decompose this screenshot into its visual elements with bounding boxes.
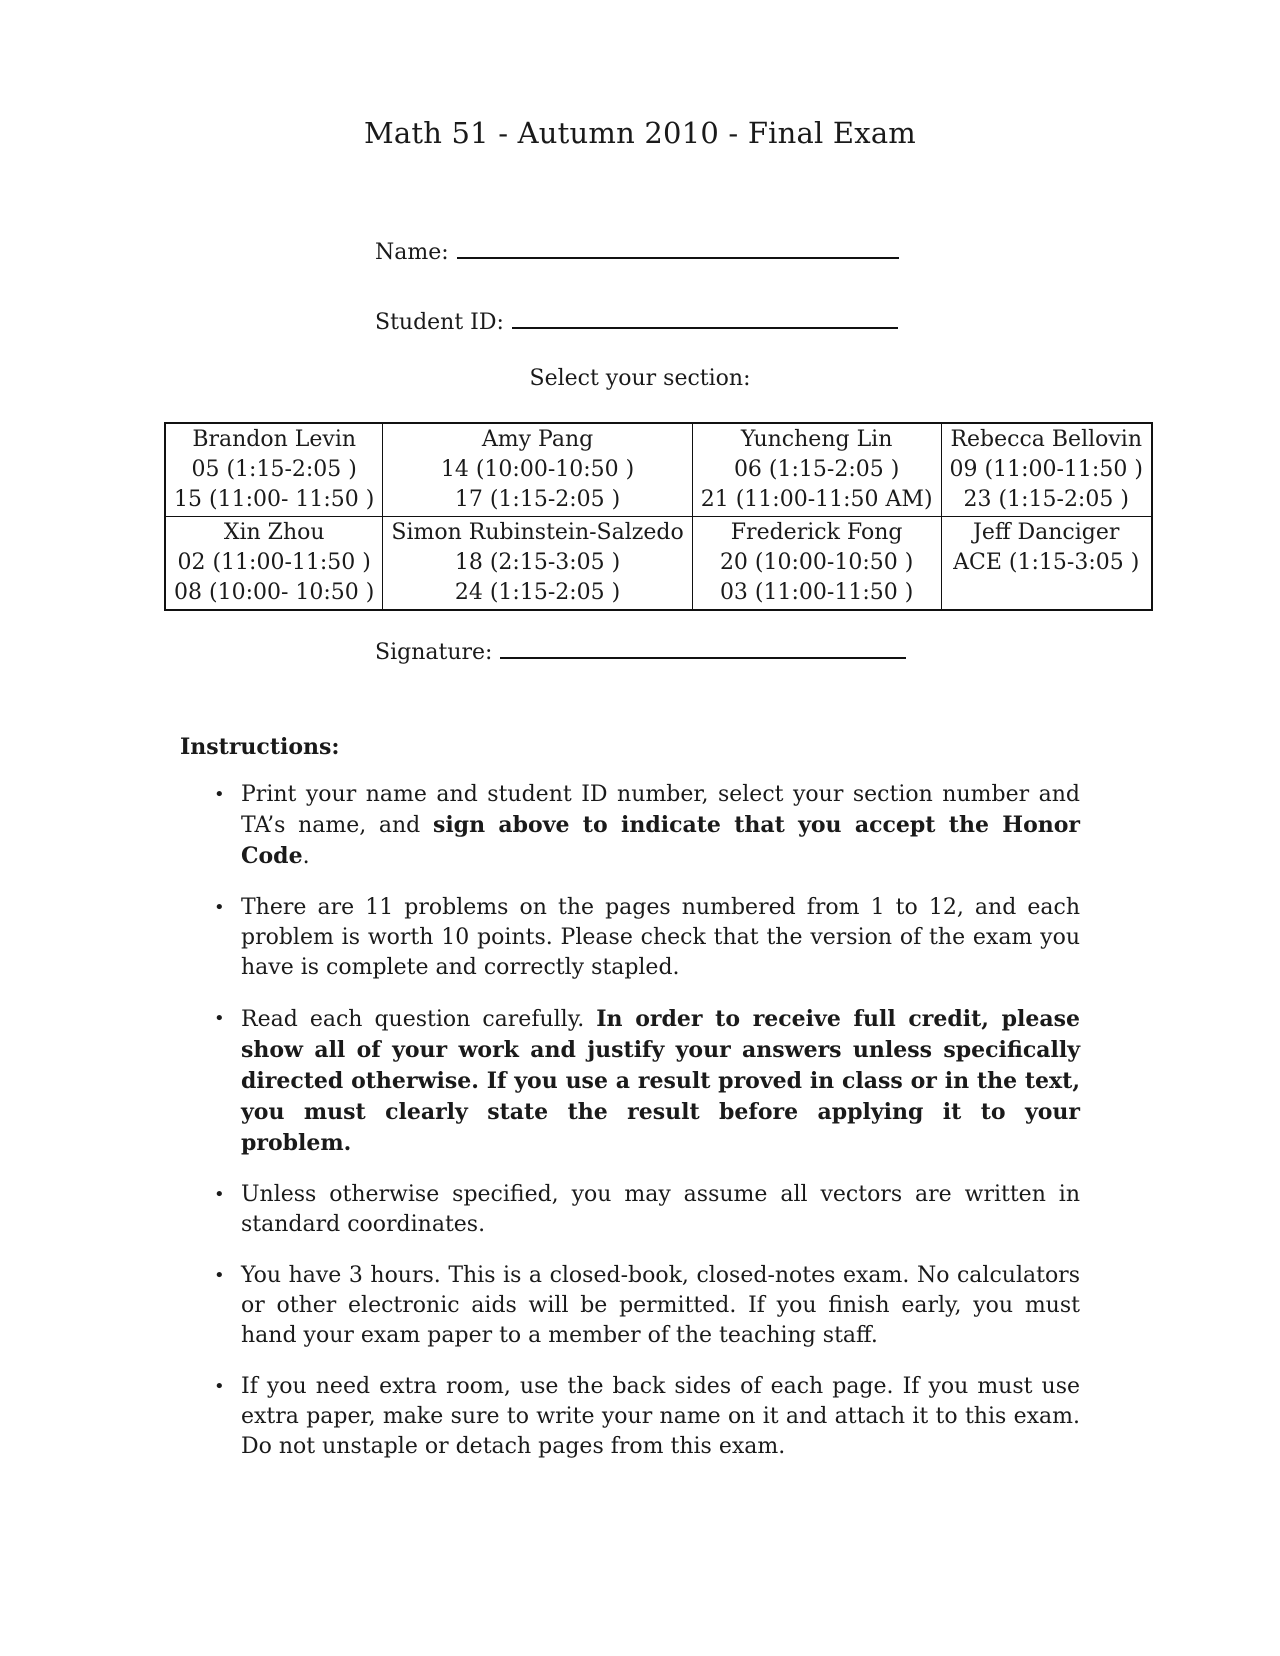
instruction-item [214, 1372, 1080, 1462]
section-time: 08 (10:00- 10:50 ) [174, 580, 375, 605]
ta-name: Frederick Fong [730, 520, 903, 545]
name-field[interactable] [375, 240, 899, 265]
section-cell-brandon-levin[interactable] [165, 423, 383, 517]
bullet-icon: • [214, 784, 225, 805]
section-cell-amy-pang[interactable] [383, 423, 692, 517]
instruction-text: Print your name and student ID number, select your section number and TA’s name, and [241, 782, 1080, 838]
ta-name: Simon Rubinstein-Salzedo [391, 520, 684, 545]
instruction-item [214, 780, 1080, 872]
section-cell-xin-zhou[interactable] [165, 517, 383, 611]
section-time: 24 (1:15-2:05 ) [454, 580, 621, 605]
section-time: 06 (1:15-2:05 ) [733, 457, 900, 482]
section-time: 20 (10:00-10:50 ) [719, 550, 914, 575]
signature-field[interactable] [375, 640, 906, 665]
section-time: 09 (11:00-11:50 ) [949, 457, 1143, 482]
ta-name: Rebecca Bellovin [950, 427, 1143, 452]
section-table [164, 422, 1153, 611]
signature-blank[interactable] [500, 657, 906, 659]
bullet-icon: • [214, 897, 225, 918]
bullet-icon: • [214, 1184, 225, 1205]
section-time: 17 (1:15-2:05 ) [454, 487, 621, 512]
instruction-item [214, 1180, 1080, 1240]
instructions-list [214, 780, 1080, 1483]
ta-name: Brandon Levin [192, 427, 357, 452]
section-time [950, 578, 1143, 608]
section-time: 15 (11:00- 11:50 ) [174, 487, 375, 512]
instruction-text: If you need extra room, use the back sides of each page. If you must use extra paper, make sure to write your name on it and attach it to this exam. Do not unstaple or detach pages from this exam. [241, 1374, 1080, 1459]
section-time: 14 (10:00-10:50 ) [440, 457, 635, 482]
instruction-text: . [302, 844, 310, 869]
ta-name: Xin Zhou [223, 520, 325, 545]
instruction-text: Unless otherwise specified, you may assume all vectors are written in standard coordinates. [241, 1182, 1080, 1237]
instruction-emphasis: In order to receive full credit, please show all of your work and justify your answers unless specifically directed otherwise. If you use a result proved in class or in the text, you must clearly state the result before applying it to your problem. [241, 1006, 1080, 1156]
ta-name: Yuncheng Lin [740, 427, 893, 452]
name-blank[interactable] [457, 257, 899, 259]
section-prompt: Select your section: [529, 366, 751, 391]
bullet-icon: • [214, 1376, 225, 1397]
instruction-item [214, 1004, 1080, 1159]
instruction-text: There are 11 problems on the pages numbered from 1 to 12, and each problem is worth 10 points. Please check that the version of the exam you have is complete and correctly stapled. [241, 895, 1080, 980]
section-row [165, 423, 1152, 517]
instruction-text: Read each question carefully. [241, 1007, 597, 1032]
section-cell-jeff-danciger[interactable] [941, 517, 1152, 611]
section-cell-simon-rubinstein-salzedo[interactable] [383, 517, 692, 611]
section-time: 18 (2:15-3:05 ) [454, 550, 621, 575]
name-label: Name: [375, 240, 449, 265]
student-id-field[interactable] [375, 310, 898, 335]
section-cell-frederick-fong[interactable] [692, 517, 941, 611]
signature-label: Signature: [375, 640, 493, 665]
bullet-icon: • [214, 1265, 225, 1286]
instructions-heading: Instructions: [180, 734, 340, 760]
student-id-blank[interactable] [512, 327, 898, 329]
section-cell-yuncheng-lin[interactable] [692, 423, 941, 517]
bullet-icon: • [214, 1008, 225, 1029]
section-time: ACE (1:15-3:05 ) [953, 550, 1140, 575]
instruction-emphasis: sign above to indicate that you accept the Honor Code [241, 812, 1081, 869]
section-cell-rebecca-bellovin[interactable] [941, 423, 1152, 517]
instruction-item [214, 893, 1080, 983]
student-id-label: Student ID: [375, 310, 504, 335]
instruction-text: You have 3 hours. This is a closed-book, closed-notes exam. No calculators or other electronic aids will be permitted. If you finish early, you must hand your exam paper to a member of the teaching staff. [241, 1263, 1080, 1348]
ta-name: Jeff Danciger [973, 520, 1120, 545]
section-time: 02 (11:00-11:50 ) [177, 550, 371, 575]
exam-title: Math 51 - Autumn 2010 - Final Exam [363, 116, 917, 150]
section-row [165, 517, 1152, 611]
section-time: 23 (1:15-2:05 ) [963, 487, 1129, 512]
section-time: 05 (1:15-2:05 ) [191, 457, 357, 482]
instruction-item [214, 1261, 1080, 1351]
section-time: 03 (11:00-11:50 ) [719, 580, 914, 605]
section-time: 21 (11:00-11:50 AM) [700, 487, 933, 512]
ta-name: Amy Pang [481, 427, 594, 452]
